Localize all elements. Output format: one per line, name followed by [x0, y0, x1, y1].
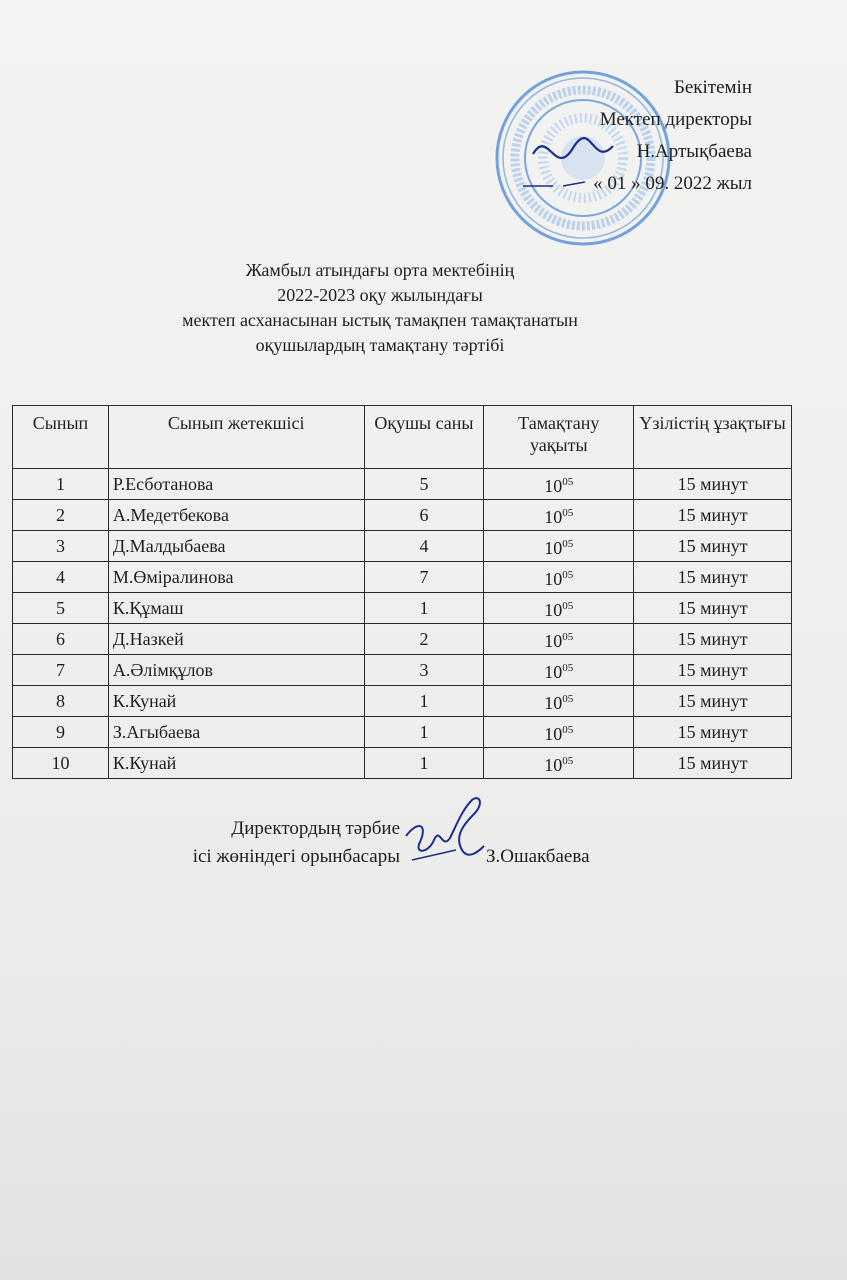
table-row [13, 469, 792, 500]
cell-count: 7 [364, 562, 484, 593]
time-hour: 10 [544, 693, 563, 713]
cell-time [484, 686, 634, 717]
cell-teacher: А.Медетбекова [108, 500, 364, 531]
cell-time [484, 469, 634, 500]
cell-count: 4 [364, 531, 484, 562]
cell-teacher: Д.Малдыбаева [108, 531, 364, 562]
cell-time [484, 624, 634, 655]
cell-class: 2 [13, 500, 109, 531]
cell-teacher: К.Құмаш [108, 593, 364, 624]
cell-teacher: К.Кунай [108, 748, 364, 779]
time-minute: 05 [562, 755, 574, 767]
cell-teacher: А.Әлімқұлов [108, 655, 364, 686]
table-row [13, 717, 792, 748]
cell-count: 1 [364, 593, 484, 624]
header-teacher: Сынып жетекшісі [108, 406, 364, 469]
deputy-title-line-1: Директордың тәрбие [231, 818, 400, 839]
header-break: Үзілістің ұзақтығы [634, 406, 792, 469]
cell-count: 6 [364, 500, 484, 531]
time-hour: 10 [544, 507, 563, 527]
time-minute: 05 [562, 693, 574, 705]
cell-duration: 15 минут [634, 500, 792, 531]
table-row [13, 686, 792, 717]
cell-duration: 15 минут [634, 624, 792, 655]
cell-count: 1 [364, 686, 484, 717]
deputy-name: З.Ошакбаева [486, 846, 590, 867]
cell-time [484, 717, 634, 748]
cell-class: 1 [13, 469, 109, 500]
time-minute: 05 [562, 538, 574, 550]
cell-time [484, 562, 634, 593]
time-hour: 10 [544, 631, 563, 651]
time-minute: 05 [562, 631, 574, 643]
cell-duration: 15 минут [634, 562, 792, 593]
cell-class: 4 [13, 562, 109, 593]
cell-class: 8 [13, 686, 109, 717]
cell-teacher: Р.Есботанова [108, 469, 364, 500]
time-hour: 10 [544, 755, 563, 775]
time-minute: 05 [562, 476, 574, 488]
header-class: Сынып [13, 406, 109, 469]
table-row [13, 562, 792, 593]
time-minute: 05 [562, 569, 574, 581]
time-hour: 10 [544, 724, 563, 744]
cell-time [484, 531, 634, 562]
cell-class: 6 [13, 624, 109, 655]
cell-class: 3 [13, 531, 109, 562]
cell-time [484, 748, 634, 779]
cell-time [484, 655, 634, 686]
cell-class: 9 [13, 717, 109, 748]
title-line-3: мектеп асханасынан ыстық тамақпен тамақтанатын [182, 310, 578, 330]
cell-count: 1 [364, 748, 484, 779]
deputy-signature [398, 790, 488, 870]
title-line-4: оқушылардың тамақтану тәртібі [255, 335, 505, 355]
cell-count: 2 [364, 624, 484, 655]
cell-duration: 15 минут [634, 655, 792, 686]
approval-date: « 01 » 09. 2022 жыл [593, 173, 752, 194]
title-line-1: Жамбыл атындағы орта мектебінің [245, 260, 515, 280]
table-header-row [13, 406, 792, 469]
table-row [13, 655, 792, 686]
table-row [13, 748, 792, 779]
cell-teacher: З.Агыбаева [108, 717, 364, 748]
cell-duration: 15 минут [634, 686, 792, 717]
table-row [13, 624, 792, 655]
table-row [13, 593, 792, 624]
cell-count: 5 [364, 469, 484, 500]
time-hour: 10 [544, 569, 563, 589]
approval-block [492, 72, 752, 200]
time-hour: 10 [544, 476, 563, 496]
cell-teacher: Д.Назкей [108, 624, 364, 655]
deputy-signature-block [110, 815, 400, 871]
director-position: Мектеп директоры [599, 109, 752, 130]
title-line-2: 2022-2023 оқу жылындағы [277, 285, 483, 305]
director-name: Н.Артықбаева [636, 141, 752, 162]
header-time: Тамақтану уақыты [484, 406, 634, 469]
cell-class: 5 [13, 593, 109, 624]
cell-count: 1 [364, 717, 484, 748]
cell-time [484, 593, 634, 624]
cell-count: 3 [364, 655, 484, 686]
cell-class: 7 [13, 655, 109, 686]
time-minute: 05 [562, 507, 574, 519]
meal-schedule-table [12, 405, 792, 779]
time-minute: 05 [562, 600, 574, 612]
table-row [13, 531, 792, 562]
time-hour: 10 [544, 538, 563, 558]
cell-duration: 15 минут [634, 748, 792, 779]
cell-class: 10 [13, 748, 109, 779]
cell-duration: 15 минут [634, 593, 792, 624]
time-minute: 05 [562, 662, 574, 674]
cell-teacher: М.Өміралинова [108, 562, 364, 593]
time-minute: 05 [562, 724, 574, 736]
cell-teacher: К.Кунай [108, 686, 364, 717]
time-hour: 10 [544, 600, 563, 620]
approve-word: Бекітемін [673, 77, 752, 98]
document-title [80, 258, 680, 358]
header-count: Оқушы саны [364, 406, 484, 469]
cell-duration: 15 минут [634, 531, 792, 562]
time-hour: 10 [544, 662, 563, 682]
cell-time [484, 500, 634, 531]
cell-duration: 15 минут [634, 469, 792, 500]
deputy-title-line-2: ісі жөніндегі орынбасары [192, 846, 400, 867]
table-row [13, 500, 792, 531]
cell-duration: 15 минут [634, 717, 792, 748]
